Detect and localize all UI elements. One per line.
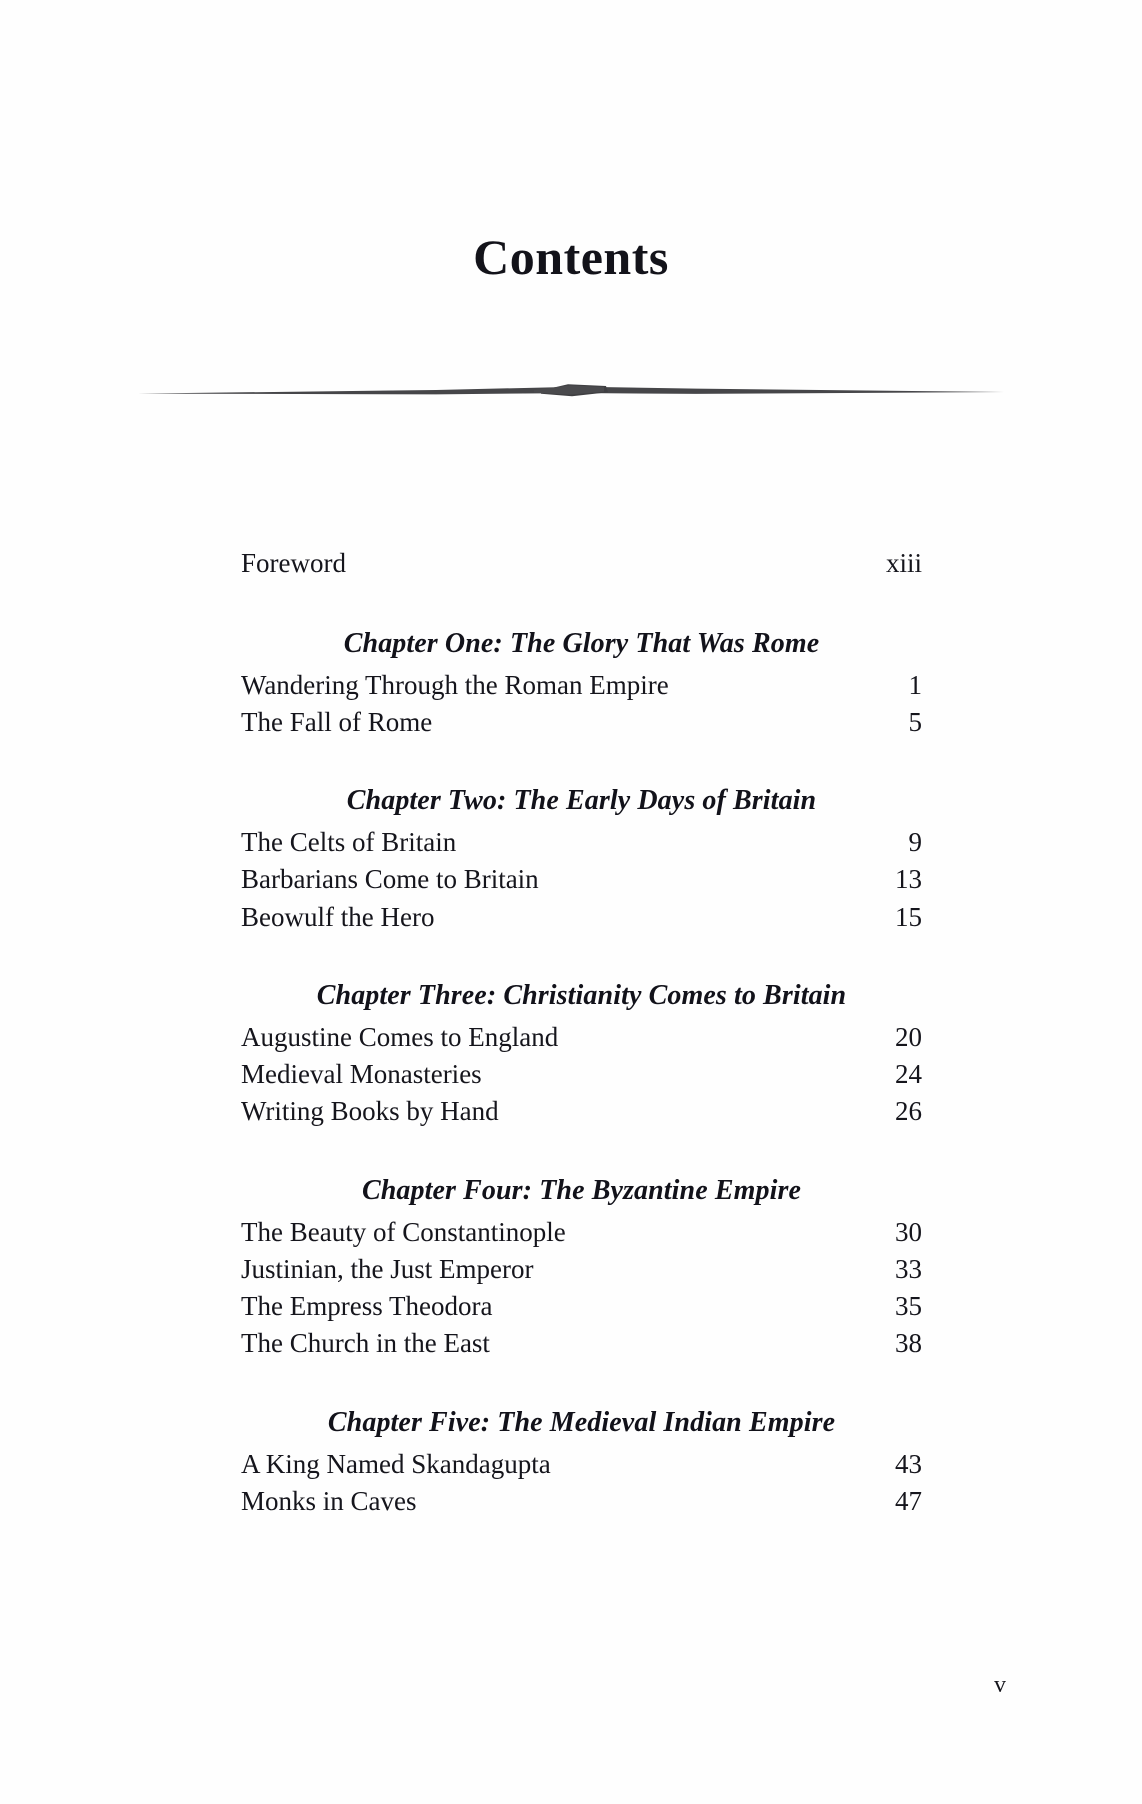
toc-entry-label: Monks in Caves xyxy=(241,1485,417,1516)
toc-entry-label: Medieval Monasteries xyxy=(241,1059,482,1090)
toc-entry-label: The Empress Theodora xyxy=(241,1291,493,1322)
toc-entry[interactable] xyxy=(241,1483,922,1520)
toc-entry-page: 5 xyxy=(908,706,922,737)
toc-entry[interactable] xyxy=(241,1251,922,1288)
toc-entry-page: 38 xyxy=(895,1328,922,1359)
toc-entry-page: 47 xyxy=(895,1485,922,1516)
chapter-heading: Chapter One: The Glory That Was Rome xyxy=(343,627,820,659)
chapter-group-one xyxy=(241,626,922,742)
toc-entry-label: Barbarians Come to Britain xyxy=(241,864,539,895)
page-folio-number: v xyxy=(994,1672,1006,1698)
toc-entry-page: 15 xyxy=(895,901,922,932)
toc-entry-label: Justinian, the Just Emperor xyxy=(241,1253,534,1284)
page-title-block xyxy=(0,229,1142,285)
toc-entry-label: The Fall of Rome xyxy=(241,706,433,737)
toc-entry-page: xiii xyxy=(885,548,922,578)
toc-entry-label: The Church in the East xyxy=(241,1328,490,1359)
chapter-group-three xyxy=(241,978,922,1131)
toc-entry-label: The Beauty of Constantinople xyxy=(241,1216,566,1247)
toc-entry[interactable] xyxy=(241,861,922,898)
toc-entry-label: The Celts of Britain xyxy=(241,827,457,858)
toc-entry[interactable] xyxy=(241,1214,922,1251)
toc-entry[interactable] xyxy=(241,667,922,704)
toc-entry[interactable] xyxy=(241,1056,922,1093)
toc-entry-label: Foreword xyxy=(241,548,346,578)
toc-entry-page: 1 xyxy=(908,669,922,700)
toc-entry-page: 43 xyxy=(895,1448,922,1479)
diamond-rule-ornament xyxy=(0,372,1142,412)
toc-entry[interactable] xyxy=(241,1019,922,1056)
toc-entry-label: Wandering Through the Roman Empire xyxy=(241,669,669,700)
toc-entry-page: 13 xyxy=(895,864,922,895)
page-title: Contents xyxy=(473,229,669,285)
toc-entry-label: Augustine Comes to England xyxy=(241,1021,559,1052)
toc-entry-page: 35 xyxy=(895,1291,922,1322)
toc-entry-page: 24 xyxy=(895,1059,922,1090)
toc-entry-page: 33 xyxy=(895,1253,922,1284)
toc-entry-label: Writing Books by Hand xyxy=(241,1096,499,1127)
toc-entry[interactable] xyxy=(241,704,922,741)
table-of-contents xyxy=(241,545,922,1520)
chapter-heading: Chapter Three: Christianity Comes to Britain xyxy=(316,979,847,1011)
page-folio xyxy=(0,1672,1142,1699)
chapter-group-two xyxy=(241,783,922,936)
chapter-heading: Chapter Two: The Early Days of Britain xyxy=(346,785,817,817)
toc-entry-page: 9 xyxy=(908,827,922,858)
toc-entry[interactable] xyxy=(241,1288,922,1325)
chapter-group-five xyxy=(241,1405,922,1521)
toc-entry-foreword[interactable] xyxy=(241,545,922,582)
chapter-heading: Chapter Five: The Medieval Indian Empire xyxy=(327,1406,836,1438)
toc-entry-label: A King Named Skandagupta xyxy=(241,1448,551,1479)
chapter-heading: Chapter Four: The Byzantine Empire xyxy=(361,1174,801,1206)
toc-entry[interactable] xyxy=(241,1446,922,1483)
toc-entry-page: 20 xyxy=(895,1021,922,1052)
toc-entry[interactable] xyxy=(241,824,922,861)
toc-entry[interactable] xyxy=(241,899,922,936)
toc-entry-page: 30 xyxy=(895,1216,922,1247)
toc-entry-label: Beowulf the Hero xyxy=(241,901,435,932)
toc-entry[interactable] xyxy=(241,1325,922,1362)
toc-entry-page: 26 xyxy=(895,1096,922,1127)
toc-entry[interactable] xyxy=(241,1093,922,1130)
chapter-group-four xyxy=(241,1173,922,1363)
